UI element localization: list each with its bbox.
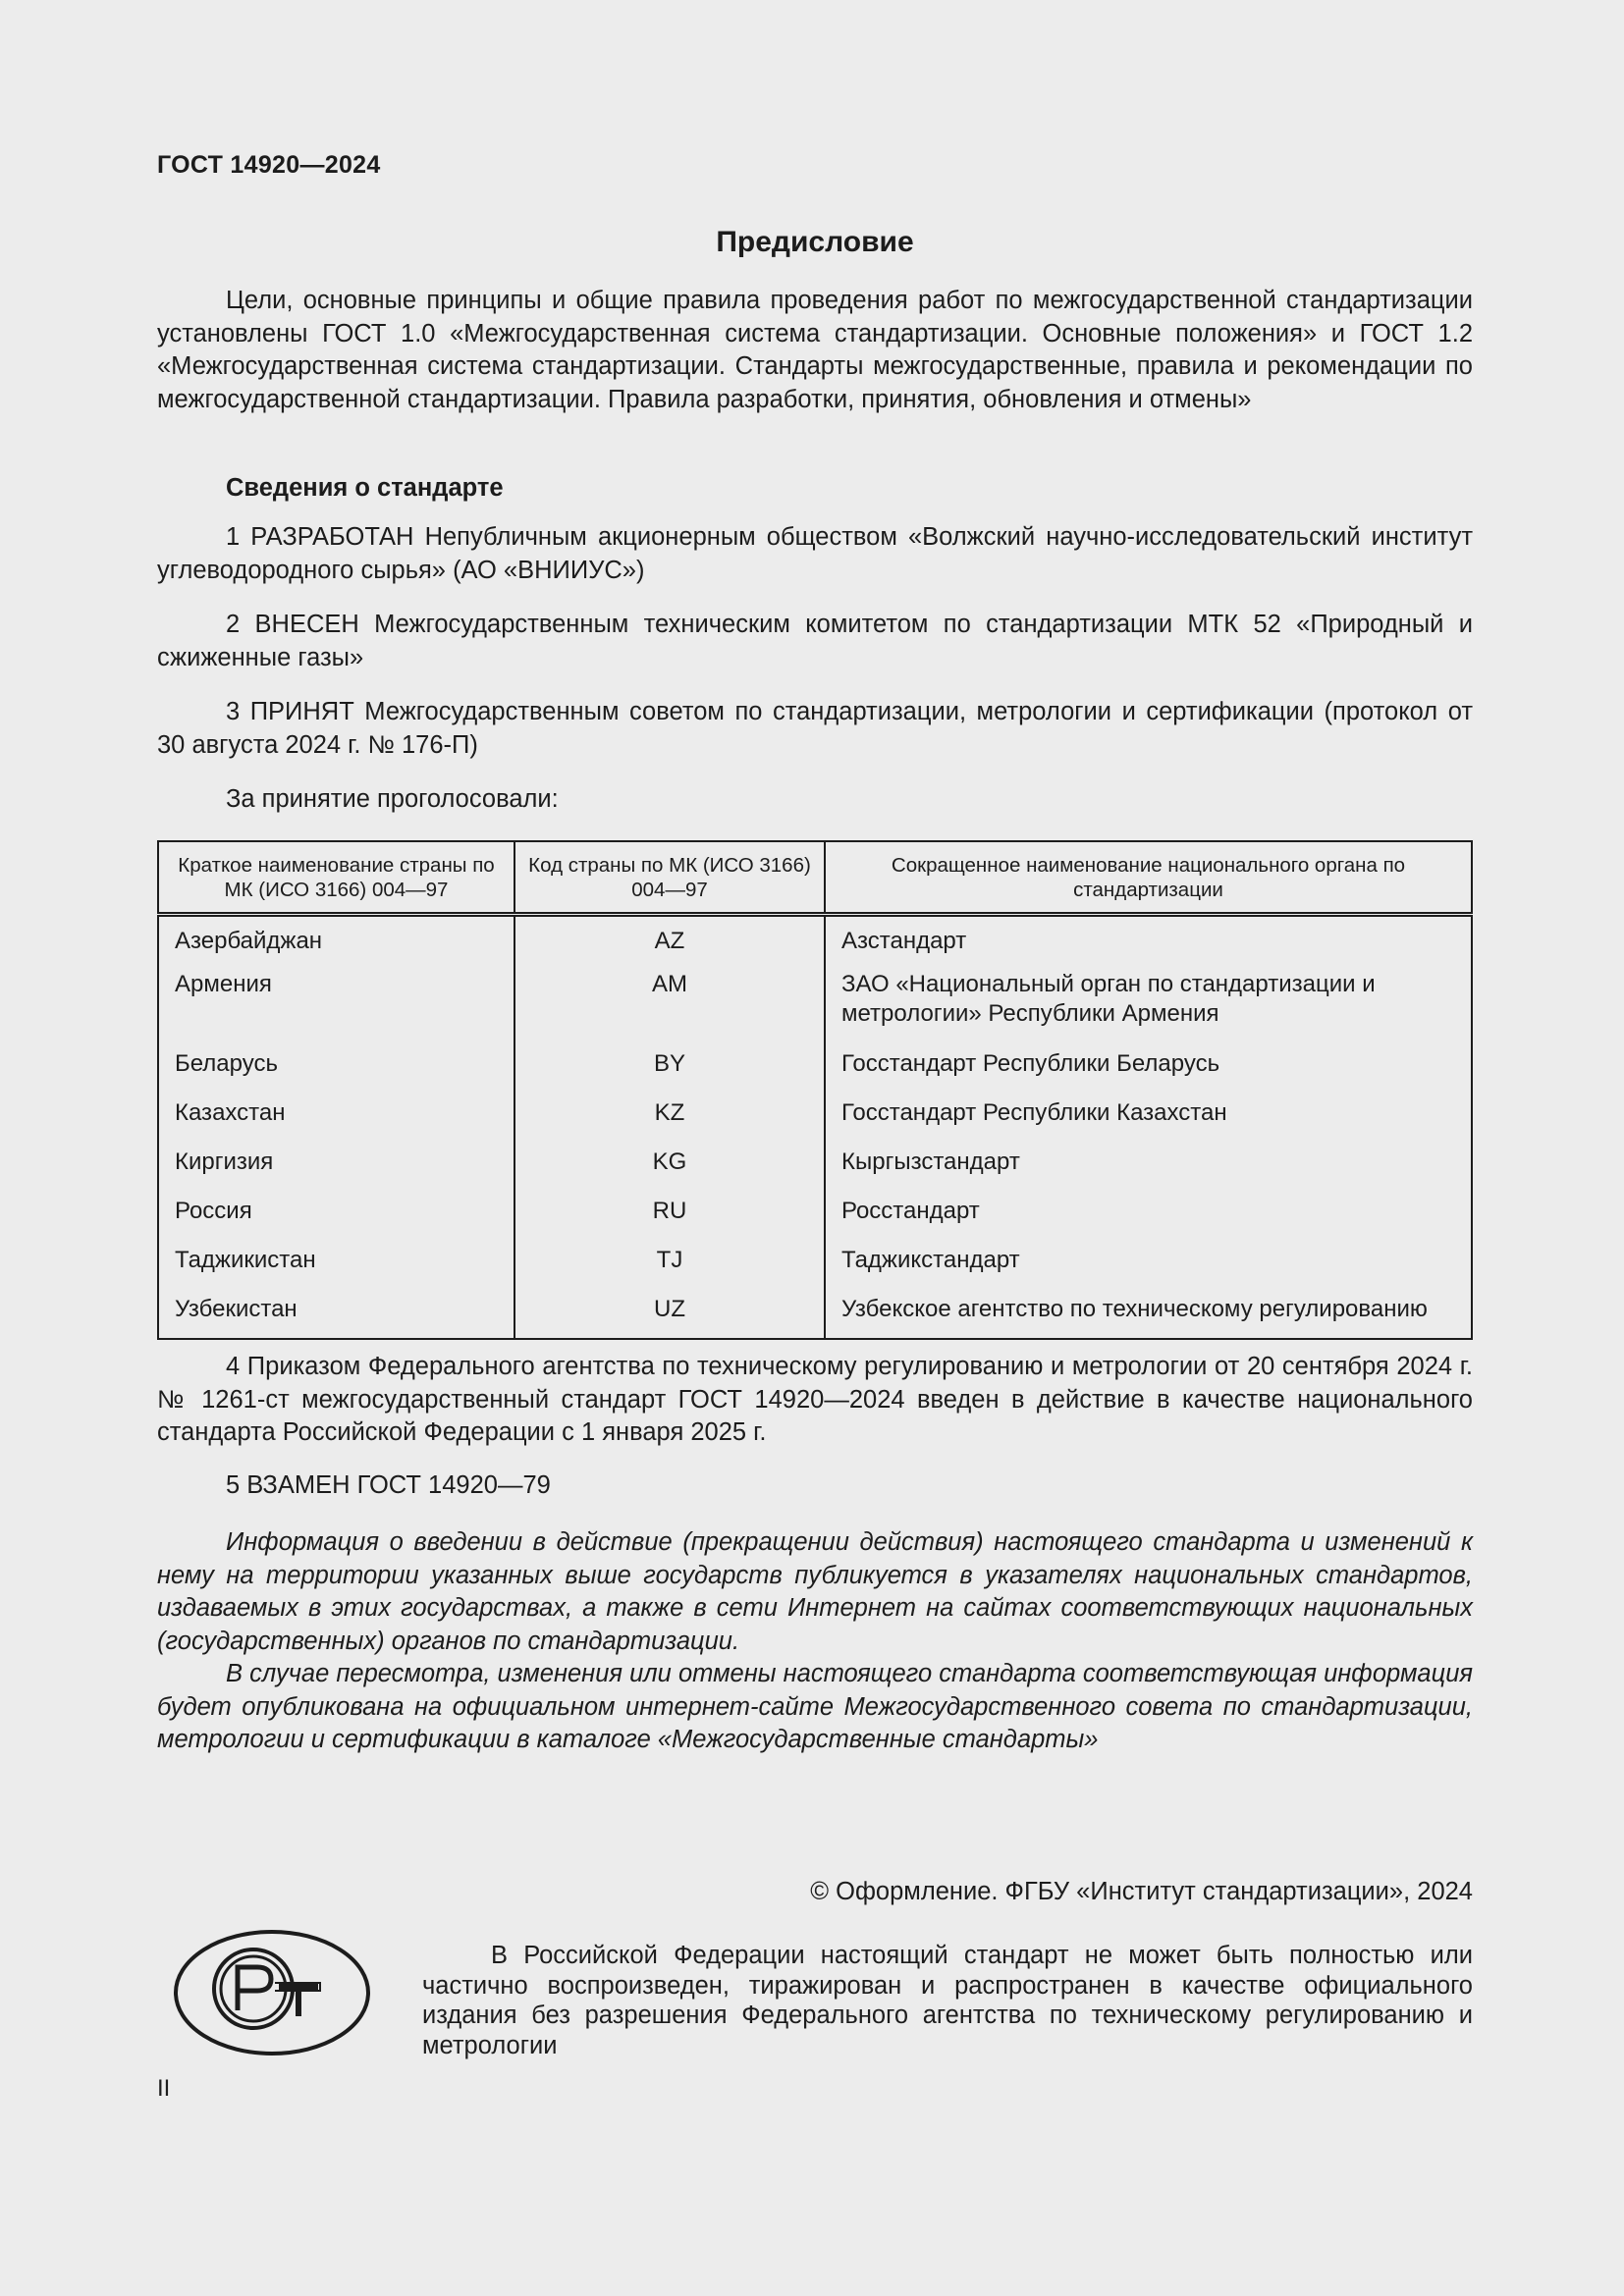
- intro-paragraph: Цели, основные принципы и общие правила проведения работ по межгосударственной стандартизации установлены ГОСТ 1.0 «Межгосударственная система стандартизации. Основные положения» и ГОСТ 1.2 «Межгосударственная система стандартизации. Стандарты межгосударственные, правила и рекомендации по межгосударственной стандартизации. Правила разработки, принятия, обновления и отмены»: [157, 287, 1473, 413]
- page-title: Предисловие: [716, 226, 914, 258]
- table-row: [158, 1242, 1472, 1291]
- body-cell: Таджикстандарт: [825, 1242, 1472, 1291]
- country-cell: Армения: [158, 966, 514, 1045]
- code-cell: AM: [514, 966, 825, 1045]
- country-cell: Россия: [158, 1193, 514, 1242]
- item-developed: 1 РАЗРАБОТАН Непубличным акционерным обществом «Волжский научно-исследовательский институт углеводородного сырья» (АО «ВНИИУС»): [157, 523, 1473, 584]
- country-cell: Казахстан: [158, 1095, 514, 1144]
- revision-note: В случае пересмотра, изменения или отмены настоящего стандарта соответствующая информация будет опубликована на официальном интернет-сайте Межгосударственного совета по стандартизации, метрологии и сертификации в каталоге «Межгосударственные стандарты»: [157, 1660, 1473, 1753]
- info-note: Информация о введении в действие (прекращении действия) настоящего стандарта и изменений к нему на территории указанных выше государств публикуется в указателях национальных стандартов, издаваемых в этих государствах, а также в сети Интернет на сайтах соответствующих национальных (государственных) органов по стандартизации.: [157, 1528, 1473, 1655]
- table-row: [158, 1193, 1472, 1242]
- body-cell: ЗАО «Национальный орган по стандартизации и метрологии» Республики Армения: [825, 966, 1472, 1045]
- copyright-line: © Оформление. ФГБУ «Институт стандартизации», 2024: [810, 1878, 1473, 1905]
- rst-logo-icon: [173, 1928, 371, 2057]
- body-cell: Кыргызстандарт: [825, 1144, 1472, 1193]
- body-cell: Госстандарт Республики Беларусь: [825, 1045, 1472, 1095]
- code-cell: AZ: [514, 915, 825, 967]
- table-row: [158, 1144, 1472, 1193]
- country-cell: Узбекистан: [158, 1291, 514, 1339]
- standard-code: ГОСТ 14920—2024: [157, 151, 381, 179]
- voting-countries-table: [157, 840, 1473, 1340]
- code-cell: KG: [514, 1144, 825, 1193]
- body-cell: Росстандарт: [825, 1193, 1472, 1242]
- country-cell: Беларусь: [158, 1045, 514, 1095]
- code-cell: TJ: [514, 1242, 825, 1291]
- item-replaces: 5 ВЗАМЕН ГОСТ 14920—79: [226, 1471, 551, 1499]
- info-heading: Сведения о стандарте: [226, 474, 504, 502]
- country-cell: Таджикистан: [158, 1242, 514, 1291]
- code-cell: RU: [514, 1193, 825, 1242]
- table-header-row: [158, 841, 1472, 915]
- reproduction-notice: В Российской Федерации настоящий стандарт не может быть полностью или частично воспроизведен, тиражирован и распространен в качестве официального издания без разрешения Федерального агентства по техническому регулированию и метрологии: [422, 1942, 1473, 2059]
- country-cell: Азербайджан: [158, 915, 514, 967]
- header-country-code: Код страны по МК (ИСО 3166) 004—97: [514, 841, 825, 915]
- table-row: [158, 1045, 1472, 1095]
- item-submitted: 2 ВНЕСЕН Межгосударственным техническим комитетом по стандартизации МТК 52 «Природный и сжиженные газы»: [157, 611, 1473, 671]
- body-cell: Узбекское агентство по техническому регулированию: [825, 1291, 1472, 1339]
- item-enacted: 4 Приказом Федерального агентства по техническому регулированию и метрологии от 20 сентября 2024 г. № 1261-ст межгосударственный стандарт ГОСТ 14920—2024 введен в действие в качестве национального стандарта Российской Федерации с 1 января 2025 г.: [157, 1353, 1473, 1446]
- country-cell: Киргизия: [158, 1144, 514, 1193]
- header-country-name: Краткое наименование страны по МК (ИСО 3166) 004—97: [158, 841, 514, 915]
- table-row: [158, 915, 1472, 967]
- body-cell: Госстандарт Республики Казахстан: [825, 1095, 1472, 1144]
- table-row: [158, 1291, 1472, 1339]
- code-cell: BY: [514, 1045, 825, 1095]
- code-cell: UZ: [514, 1291, 825, 1339]
- code-cell: KZ: [514, 1095, 825, 1144]
- page-number: II: [157, 2075, 171, 2102]
- table-row: [158, 966, 1472, 1045]
- item-adopted: 3 ПРИНЯТ Межгосударственным советом по стандартизации, метрологии и сертификации (протокол от 30 августа 2024 г. № 176-П): [157, 698, 1473, 759]
- body-cell: Азстандарт: [825, 915, 1472, 967]
- header-national-body: Сокращенное наименование национального органа по стандартизации: [825, 841, 1472, 915]
- table-row: [158, 1095, 1472, 1144]
- voted-label: За принятие проголосовали:: [226, 785, 559, 813]
